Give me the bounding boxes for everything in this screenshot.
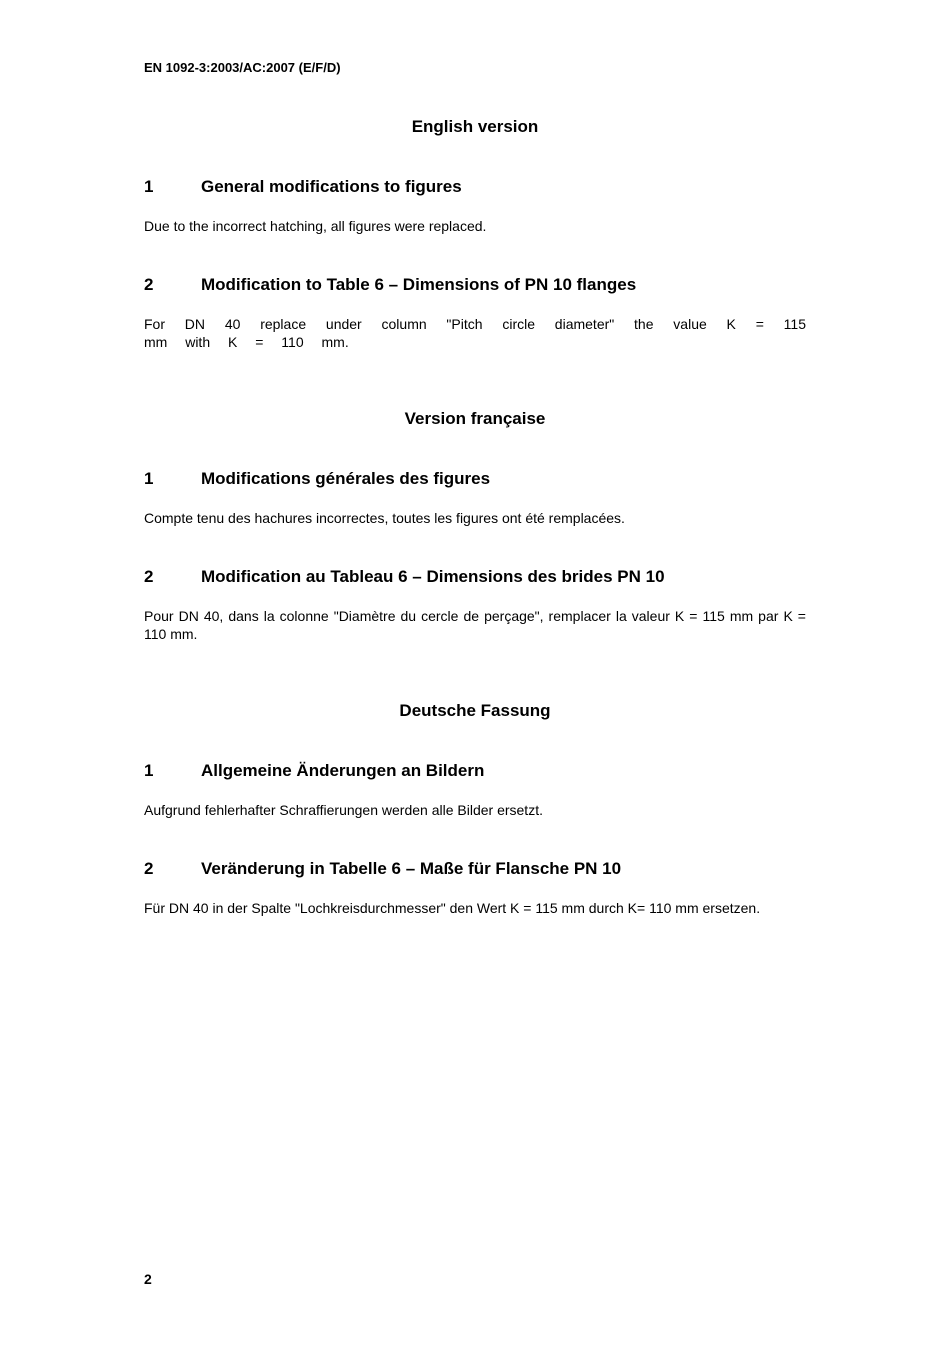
document-header: EN 1092-3:2003/AC:2007 (E/F/D) <box>144 60 341 75</box>
section-number: 2 <box>144 567 154 586</box>
paragraph: Due to the incorrect hatching, all figures were replaced. <box>144 218 487 234</box>
paragraph: Aufgrund fehlerhafter Schraffierungen werden alle Bilder ersetzt. <box>144 802 543 818</box>
section-heading <box>144 177 462 197</box>
section-heading <box>144 567 665 587</box>
version-title: English version <box>411 117 539 136</box>
section-heading-text: Modification au Tableau 6 – Dimensions des brides PN 10 <box>201 567 665 586</box>
section-heading-text: Veränderung in Tabelle 6 – Maße für Flansche PN 10 <box>201 859 622 878</box>
section-heading <box>144 761 484 781</box>
section-heading <box>144 275 636 295</box>
paragraph: Für DN 40 in der Spalte "Lochkreisdurchmesser" den Wert K = 115 mm durch K= 110 mm ersetzen. <box>144 900 761 916</box>
section-heading-text: General modifications to figures <box>201 177 462 196</box>
section-heading <box>144 859 621 879</box>
version-title: Deutsche Fassung <box>399 701 551 720</box>
section-heading-text: Allgemeine Änderungen an Bildern <box>201 761 485 780</box>
section-heading-text: Modification to Table 6 – Dimensions of PN 10 flanges <box>201 275 637 294</box>
paragraph: For DN 40 replace under column "Pitch circle diameter" the value K = 115 mm with K = 110 mm. <box>144 316 806 350</box>
paragraph: Compte tenu des hachures incorrectes, toutes les figures ont été remplacées. <box>144 510 625 526</box>
section-number: 2 <box>144 275 154 294</box>
version-title: Version française <box>404 409 546 428</box>
paragraph: Pour DN 40, dans la colonne "Diamètre du cercle de perçage", remplacer la valeur K = 115 mm par K = 110 mm. <box>144 608 806 642</box>
section-number: 1 <box>144 469 154 488</box>
section-heading-text: Modifications générales des figures <box>201 469 491 488</box>
section-number: 1 <box>144 761 154 780</box>
section-number: 1 <box>144 177 154 196</box>
section-heading <box>144 469 490 489</box>
page-number: 2 <box>144 1271 152 1287</box>
section-number: 2 <box>144 859 154 878</box>
